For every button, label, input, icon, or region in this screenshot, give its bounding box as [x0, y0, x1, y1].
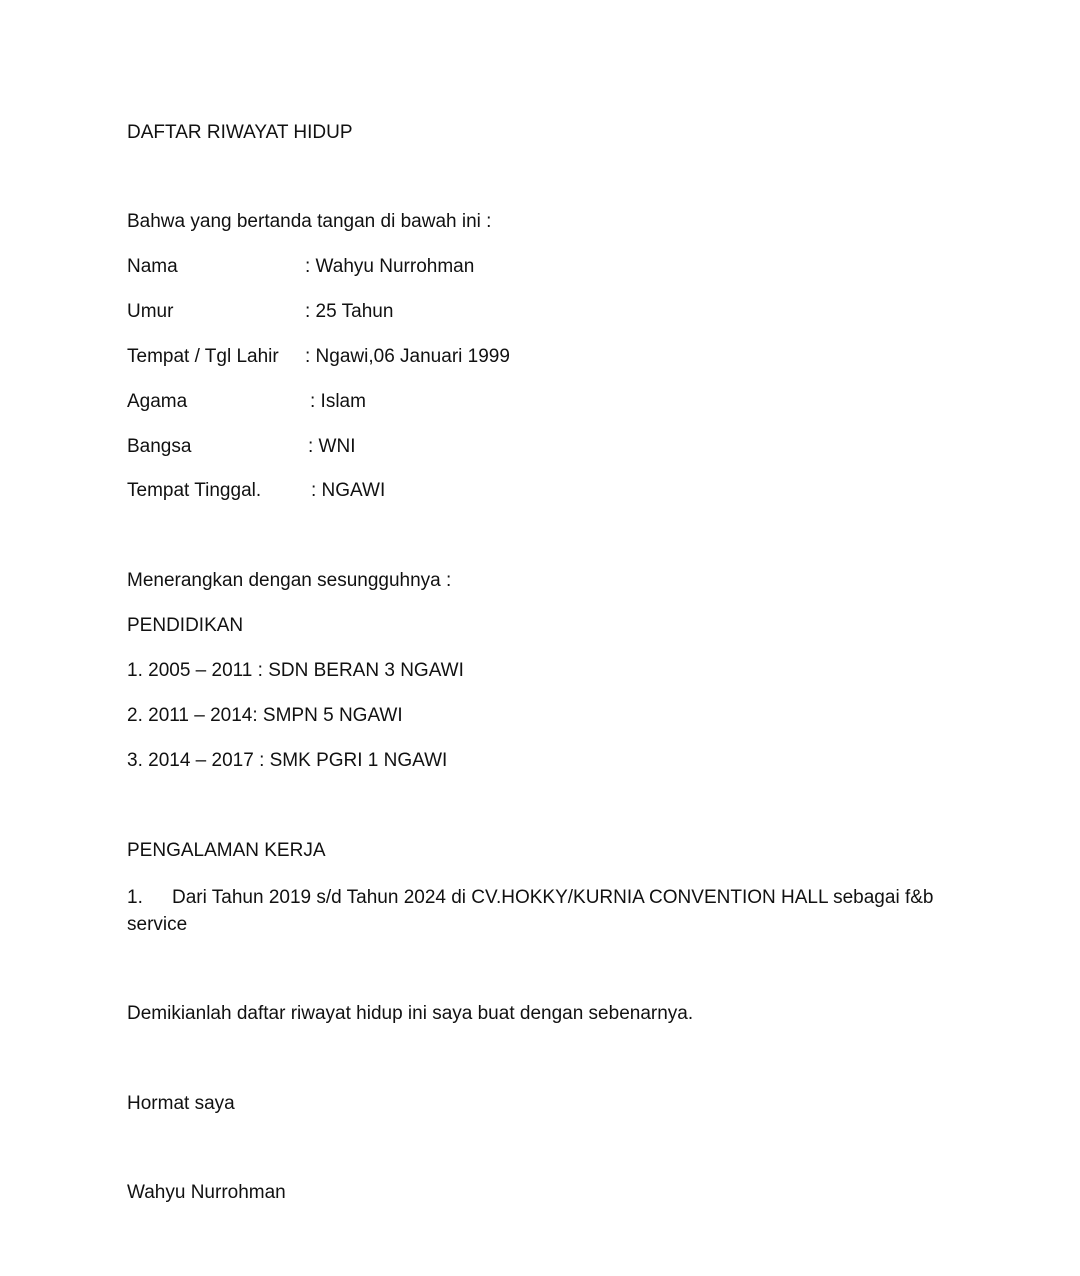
statement-text: Menerangkan dengan sesungguhnya :	[127, 570, 452, 591]
identity-label-bangsa: Bangsa	[127, 436, 192, 457]
experience-item-number: 1.	[127, 887, 143, 908]
identity-value-agama: : Islam	[310, 391, 366, 412]
education-heading: PENDIDIKAN	[127, 615, 244, 636]
identity-value-nama: : Wahyu Nurrohman	[305, 256, 475, 277]
regards-text: Hormat saya	[127, 1093, 235, 1114]
closing-text: Demikianlah daftar riwayat hidup ini saya buat dengan sebenarnya.	[127, 1003, 694, 1024]
identity-value-tempat-tinggal: : NGAWI	[311, 480, 386, 501]
experience-heading: PENGALAMAN KERJA	[127, 840, 326, 861]
intro-text: Bahwa yang bertanda tangan di bawah ini :	[127, 211, 492, 232]
identity-value-bangsa: : WNI	[308, 436, 356, 457]
identity-label-nama: Nama	[127, 256, 178, 277]
identity-value-ttl: : Ngawi,06 Januari 1999	[305, 346, 510, 367]
identity-value-umur: : 25 Tahun	[305, 301, 394, 322]
document-title: DAFTAR RIWAYAT HIDUP	[127, 122, 353, 143]
education-item: 3. 2014 – 2017 : SMK PGRI 1 NGAWI	[127, 750, 448, 771]
experience-item-text: Dari Tahun 2019 s/d Tahun 2024 di CV.HOKKY/KURNIA CONVENTION HALL sebagai f&b service	[127, 887, 934, 935]
identity-label-umur: Umur	[127, 301, 174, 322]
identity-label-agama: Agama	[127, 391, 188, 412]
signature-name: Wahyu Nurrohman	[127, 1182, 286, 1203]
education-item: 2. 2011 – 2014: SMPN 5 NGAWI	[127, 705, 403, 726]
identity-label-tempat-tinggal: Tempat Tinggal.	[127, 480, 262, 501]
experience-item	[127, 884, 957, 938]
education-item: 1. 2005 – 2011 : SDN BERAN 3 NGAWI	[127, 660, 464, 681]
identity-label-ttl: Tempat / Tgl Lahir	[127, 346, 279, 367]
